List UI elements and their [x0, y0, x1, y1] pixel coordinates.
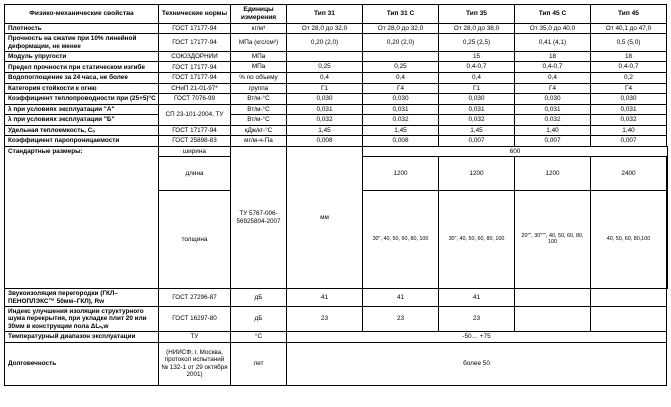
- standard-sizes-label-cont2: [5, 190, 159, 289]
- row-label: λ при условиях эксплуатации "Б": [5, 115, 159, 126]
- row-value: От 28,0 до 32,0: [363, 23, 439, 34]
- row-merged-value: более 50: [287, 342, 667, 385]
- row-value: 0,25: [363, 62, 439, 73]
- table-row-standard-width: [5, 146, 668, 157]
- row-value: 23: [439, 307, 515, 332]
- standard-sizes-label-cont: [5, 157, 159, 190]
- header-type-45: Тип 45: [591, 5, 667, 24]
- row-unit: МПа: [231, 62, 287, 73]
- row-value: От 28,0 до 32,0: [287, 23, 363, 34]
- table-row: [5, 342, 668, 385]
- row-value: 0,5 (5,0): [591, 34, 667, 52]
- header-type-31c: Тип 31 С: [363, 5, 439, 24]
- row-label: Долговечность: [5, 342, 159, 385]
- subrow-label-width: ширина: [159, 146, 231, 157]
- row-value: 0,031: [287, 104, 363, 115]
- table-row: [5, 83, 668, 94]
- row-value: 0,20 (2,0): [363, 34, 439, 52]
- row-norm: ГОСТ 17177-94: [159, 73, 231, 84]
- row-value: 0,008: [363, 136, 439, 147]
- row-value: 0,4-0,7: [515, 62, 591, 73]
- row-label: Индекс улучшения изоляции структурного шума перекрытия, при укладке плит 20 или 30мм в конструкции пола ΔLₙ,w: [5, 307, 159, 332]
- header-type-35: Тип 35: [439, 5, 515, 24]
- row-norm: ТУ: [159, 332, 231, 343]
- row-value: [591, 289, 667, 307]
- row-label: Модуль упругости: [5, 51, 159, 62]
- row-norm: ГОСТ 17177-94: [159, 62, 231, 73]
- row-value: 18: [515, 51, 591, 62]
- table-row: [5, 23, 668, 34]
- standard-length-value: 1200: [515, 157, 591, 190]
- row-value: От 28,0 до 38,0: [439, 23, 515, 34]
- row-value: 0,4-0,7: [439, 62, 515, 73]
- row-unit: Вт/м-°С: [231, 104, 287, 115]
- row-value: 0,007: [515, 136, 591, 147]
- standard-sizes-unit: мм: [287, 146, 363, 288]
- row-value: [591, 307, 667, 332]
- row-label: Водопоглощение за 24 часа, не более: [5, 73, 159, 84]
- standard-length-value: 1200: [439, 157, 515, 190]
- row-value: 0,030: [363, 94, 439, 105]
- row-value: 1,45: [439, 125, 515, 136]
- standard-sizes-norm: ТУ 5767-006-56925804-2007: [231, 146, 287, 288]
- row-value: Г1: [439, 83, 515, 94]
- table-row: [5, 125, 668, 136]
- standard-length-value: [667, 157, 668, 190]
- row-value: 18: [591, 51, 667, 62]
- standard-width-value: 600: [363, 146, 668, 157]
- row-value: Г4: [363, 83, 439, 94]
- row-norm: СНиП 21-01-97*: [159, 83, 231, 94]
- row-value: 1,45: [363, 125, 439, 136]
- header-properties: Физико-механические свойства: [5, 5, 159, 24]
- row-unit: дБ: [231, 289, 287, 307]
- row-value: 1,40: [515, 125, 591, 136]
- row-value: 41: [439, 289, 515, 307]
- row-value: 0,031: [439, 104, 515, 115]
- row-unit: кДж/кг-°С: [231, 125, 287, 136]
- table-row: [5, 136, 668, 147]
- row-value: 0,25 (2,5): [439, 34, 515, 52]
- row-value: От 35,0 до 40,0: [515, 23, 591, 34]
- table-row: [5, 73, 668, 84]
- header-norms: Технические нормы: [159, 5, 231, 24]
- row-label: Удельная теплоемкость, Сₒ: [5, 125, 159, 136]
- row-value: 0,4: [515, 73, 591, 84]
- subrow-label-length: длина: [159, 157, 231, 190]
- row-value: 0,4: [287, 73, 363, 84]
- row-value: 0,20 (2,0): [287, 34, 363, 52]
- row-label: Звукоизоляция перегородки (ГКЛ–ПЕНОПЛЭКС™ 50мм–ГКЛ), Rw: [5, 289, 159, 307]
- row-value: Г1: [287, 83, 363, 94]
- row-value: 0,4: [439, 73, 515, 84]
- row-value: 41: [363, 289, 439, 307]
- standard-length-value: 1200: [363, 157, 439, 190]
- row-value: 0,4-0,7: [591, 62, 667, 73]
- properties-table: [4, 4, 668, 386]
- row-norm: СП 23-101-2004, ТУ: [159, 104, 231, 125]
- row-value: 15: [439, 51, 515, 62]
- row-value: 0,032: [515, 115, 591, 126]
- table-row: [5, 332, 668, 343]
- table-row: [5, 94, 668, 105]
- row-unit: дБ: [231, 307, 287, 332]
- row-value: 0,031: [515, 104, 591, 115]
- row-unit: группа: [231, 83, 287, 94]
- row-norm: ГОСТ 27296-87: [159, 289, 231, 307]
- row-value: 0,4: [363, 73, 439, 84]
- row-unit: кг/м³: [231, 23, 287, 34]
- row-value: 1,45: [287, 125, 363, 136]
- standard-thickness-value: [667, 190, 668, 289]
- row-unit: МПа: [231, 51, 287, 62]
- row-value: 0,031: [591, 104, 667, 115]
- standard-thickness-value: 40, 50, 60, 80,100: [591, 190, 667, 289]
- table-row: [5, 115, 668, 126]
- row-value: 0,032: [439, 115, 515, 126]
- table-row: [5, 289, 668, 307]
- row-unit: лет: [231, 342, 287, 385]
- row-value: 0,007: [439, 136, 515, 147]
- row-value: [515, 289, 591, 307]
- row-label: Прочность на сжатие при 10% линейной деформации, не менее: [5, 34, 159, 52]
- table-row: [5, 104, 668, 115]
- row-norm: (НИИСФ, г. Москва, протокол испытаний № 132-1 от 29 октября 2001): [159, 342, 231, 385]
- row-label: Плотность: [5, 23, 159, 34]
- row-unit: Вт/м-°С: [231, 94, 287, 105]
- header-units: Единицы измерения: [231, 5, 287, 24]
- row-norm: ГОСТ 17177-94: [159, 23, 231, 34]
- standard-sizes-label: Стандартные размеры:: [5, 146, 159, 157]
- row-label: λ при условиях эксплуатации "А": [5, 104, 159, 115]
- standard-thickness-value: 20"", 30""", 40, 50, 60, 80, 100: [515, 190, 591, 289]
- row-value: 0,008: [287, 136, 363, 147]
- row-norm: ГОСТ 17177-94: [159, 34, 231, 52]
- header-type-31: Тип 31: [287, 5, 363, 24]
- row-value: 0,031: [363, 104, 439, 115]
- row-unit: Вт/м-°С: [231, 115, 287, 126]
- row-merged-value: -50… +75: [287, 332, 667, 343]
- table-row: [5, 307, 668, 332]
- row-value: Г4: [515, 83, 591, 94]
- row-value: 0,030: [591, 94, 667, 105]
- standard-thickness-value: 30", 40, 50, 60, 80, 100: [363, 190, 439, 289]
- row-unit: МПа (кгс/см²): [231, 34, 287, 52]
- row-value: [363, 51, 439, 62]
- row-norm: ГОСТ 16297-80: [159, 307, 231, 332]
- row-value: Г4: [591, 83, 667, 94]
- row-value: 0,032: [287, 115, 363, 126]
- row-value: 23: [363, 307, 439, 332]
- row-value: [287, 51, 363, 62]
- row-unit: мг/м-ч-Па: [231, 136, 287, 147]
- table-row: [5, 34, 668, 52]
- row-value: 0,007: [591, 136, 667, 147]
- row-value: От 40,1 до 47,0: [591, 23, 667, 34]
- row-unit: % по объему: [231, 73, 287, 84]
- row-value: 0,41 (4,1): [515, 34, 591, 52]
- row-label: Категория стойкости к огню: [5, 83, 159, 94]
- row-value: [515, 307, 591, 332]
- standard-thickness-value: 30", 40, 50, 60, 80, 100: [439, 190, 515, 289]
- row-value: 0,030: [287, 94, 363, 105]
- subrow-label-thickness: толщина: [159, 190, 231, 289]
- row-norm: СОЮЗДОРНИИ: [159, 51, 231, 62]
- row-label: Коэффициент теплопроводности при (25+5)°С: [5, 94, 159, 105]
- row-norm: ГОСТ 7076-99: [159, 94, 231, 105]
- row-value: 0,2: [591, 73, 667, 84]
- table-header-row: [5, 5, 668, 24]
- table-row: [5, 51, 668, 62]
- row-label: Коэффициент паропроницаемости: [5, 136, 159, 147]
- row-value: 0,030: [439, 94, 515, 105]
- row-value: 0,032: [363, 115, 439, 126]
- row-label: Предел прочности при статическом изгибе: [5, 62, 159, 73]
- table-row: [5, 62, 668, 73]
- row-value: 0,030: [515, 94, 591, 105]
- row-norm: ГОСТ 17177-94: [159, 125, 231, 136]
- standard-length-value: 2400: [591, 157, 667, 190]
- header-type-45c: Тип 45 С: [515, 5, 591, 24]
- row-unit: °С: [231, 332, 287, 343]
- row-label: Температурный диапазон эксплуатации: [5, 332, 159, 343]
- row-value: 0,032: [591, 115, 667, 126]
- row-norm: ГОСТ 25898-83: [159, 136, 231, 147]
- row-value: 23: [287, 307, 363, 332]
- row-value: 41: [287, 289, 363, 307]
- row-value: 1,40: [591, 125, 667, 136]
- row-value: 0,25: [287, 62, 363, 73]
